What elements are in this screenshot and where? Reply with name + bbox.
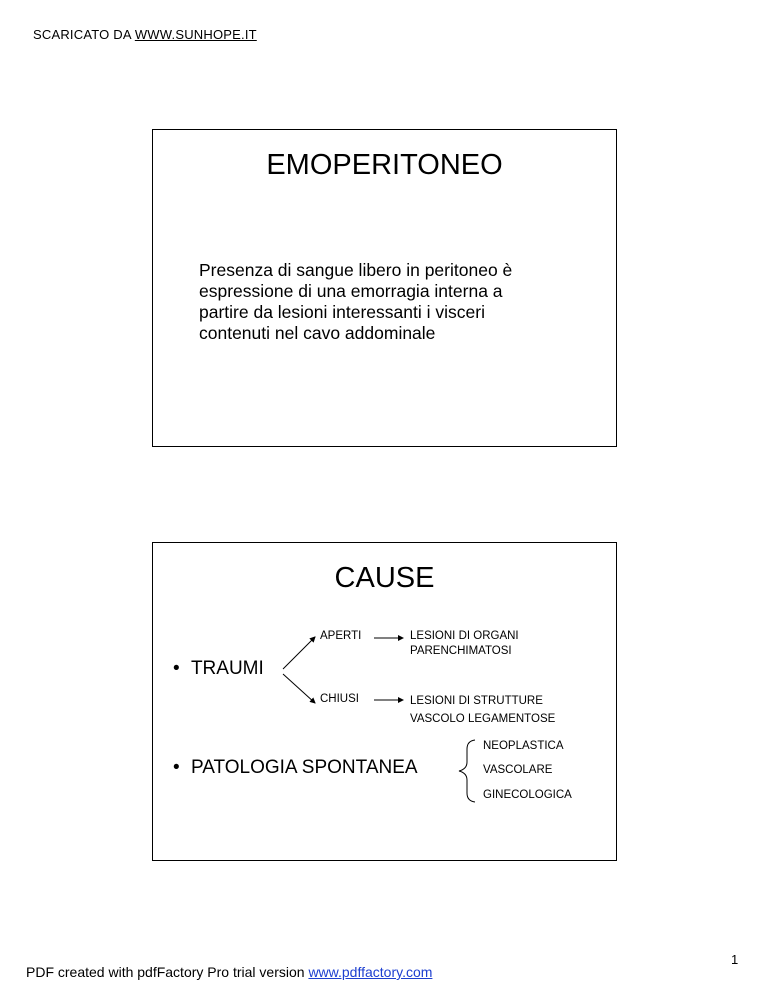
bullet-traumi — [173, 658, 264, 680]
type-ginecologica: GINECOLOGICA — [483, 789, 572, 801]
type-neoplastica: NEOPLASTICA — [483, 740, 564, 752]
aperti-label: APERTI — [320, 630, 362, 642]
chiusi-result — [410, 692, 555, 728]
definition-paragraph — [199, 260, 599, 344]
page-header — [33, 27, 257, 42]
page-number: 1 — [731, 952, 739, 967]
paragraph-line: partire da lesioni interessanti i visceri — [199, 302, 485, 322]
page-footer — [26, 964, 432, 980]
brace-icon — [459, 740, 475, 802]
branch-arrow-chiusi — [283, 674, 315, 703]
branch-arrow-aperti — [283, 637, 315, 669]
footer-prefix: PDF created with pdfFactory Pro trial version — [26, 964, 309, 980]
slide-cause — [152, 542, 617, 861]
chiusi-label: CHIUSI — [320, 693, 359, 705]
bullet-icon: • — [173, 658, 180, 679]
header-link[interactable]: WWW.SUNHOPE.IT — [134, 27, 257, 42]
result-line: LESIONI DI ORGANI — [410, 630, 519, 642]
result-line: VASCOLO LEGAMENTOSE — [410, 713, 556, 725]
header-prefix: SCARICATO DA — [33, 27, 135, 42]
type-vascolare: VASCOLARE — [483, 764, 553, 776]
footer-link[interactable]: www.pdffactory.com — [308, 964, 433, 980]
slide-emoperitoneo — [152, 129, 617, 447]
paragraph-line: espressione di una emorragia interna a — [199, 281, 503, 301]
traumi-label: TRAUMI — [190, 658, 264, 679]
slide-title: CAUSE — [334, 562, 435, 594]
patologia-label: PATOLOGIA SPONTANEA — [190, 757, 418, 778]
slide-title: EMOPERITONEO — [266, 149, 503, 181]
paragraph-line: contenuti nel cavo addominale — [199, 323, 436, 343]
bullet-patologia — [173, 757, 418, 779]
aperti-result — [410, 629, 519, 659]
result-line: PARENCHIMATOSI — [410, 645, 512, 657]
result-line: LESIONI DI STRUTTURE — [410, 695, 543, 707]
paragraph-line: Presenza di sangue libero in peritoneo è — [199, 260, 513, 280]
bullet-icon: • — [173, 757, 180, 778]
